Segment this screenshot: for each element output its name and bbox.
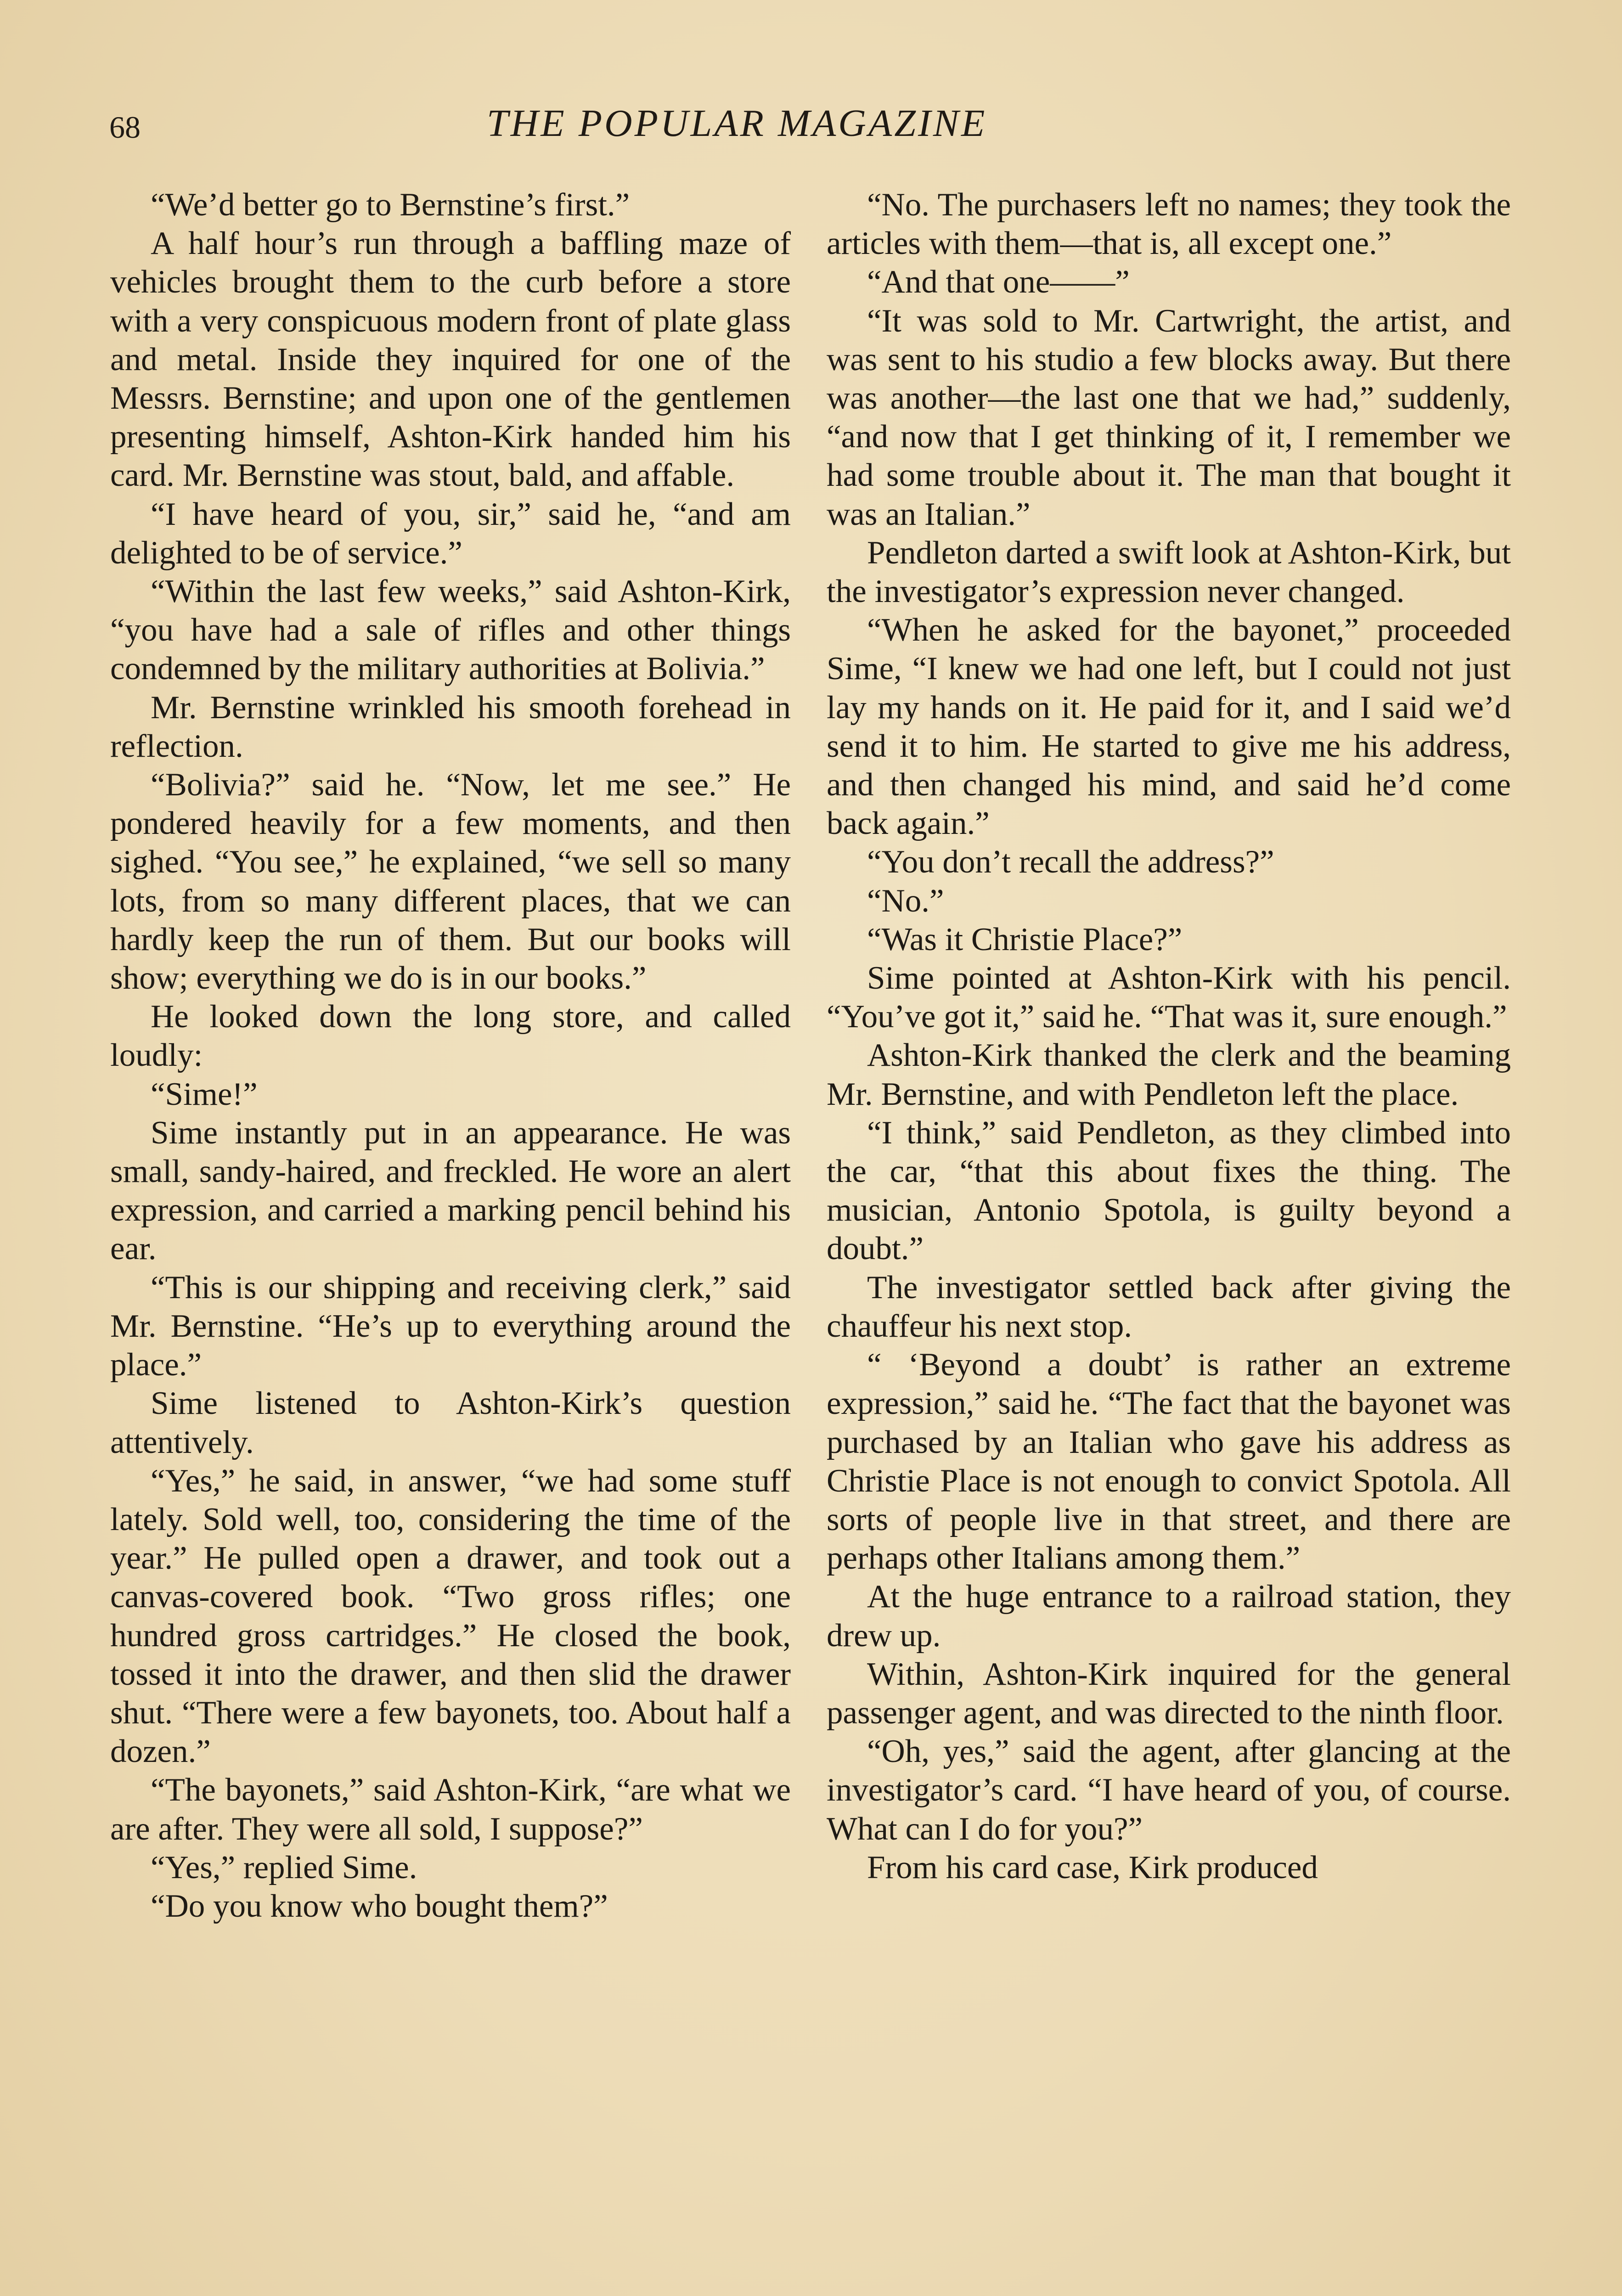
right-column <box>827 186 1511 1887</box>
paragraph: “Yes,” he said, in answer, “we had some stuff lately. Sold well, too, considering the time of the year.” He pulled open a drawer, and took out a canvas-covered book. “Two gross rifles; one hundred gross cartridges.” He closed the book, tossed it into the drawer, and then slid the drawer shut. “There were a few bayonets, too. About half a dozen.” <box>110 1463 791 1770</box>
paragraph: “I think,” said Pendleton, as they climbed into the car, “that this about fixes the thing. The musician, Antonio Spotola, is guilty beyond a doubt.” <box>827 1114 1511 1267</box>
left-column <box>110 186 791 1925</box>
paragraph: “We’d better go to Bernstine’s first.” <box>151 187 630 223</box>
paragraph: “It was sold to Mr. Cartwright, the artist, and was sent to his studio a few blocks away. But there was another—the last one that we had,” suddenly, “and now that I get thinking of it, I remember we had some trouble about it. The man that bought it was an Italian.” <box>827 303 1511 532</box>
paragraph: At the huge entrance to a railroad station, they drew up. <box>827 1579 1511 1654</box>
paragraph: Pendleton darted a swift look at Ashton-Kirk, but the investigator’s expression never changed. <box>827 535 1511 610</box>
paragraph: Mr. Bernstine wrinkled his smooth forehead in reflection. <box>110 689 791 764</box>
page-number: 68 <box>109 110 141 145</box>
paragraph: “When he asked for the bayonet,” proceeded Sime, “I knew we had one left, but I could not just lay my hands on it. He paid for it, and I said we’d send it to him. He started to give me his address, and then changed his mind, and said he’d come back again.” <box>827 612 1511 842</box>
paragraph: “You don’t recall the address?” <box>867 844 1274 880</box>
paragraph: From his card case, Kirk produced <box>867 1849 1318 1885</box>
paragraph: “Do you know who bought them?” <box>151 1888 608 1924</box>
paragraph: “This is our shipping and receiving clerk,” said Mr. Bernstine. “He’s up to everything around the place.” <box>110 1269 791 1383</box>
paragraph: “ ‘Beyond a doubt’ is rather an extreme expression,” said he. “The fact that the bayonet was purchased by an Italian who gave his address as Christie Place is not enough to convict Spotola. All sorts of people live in that street, and there are perhaps other Italians among them.” <box>827 1347 1511 1576</box>
paragraph: The investigator settled back after giving the chauffeur his next stop. <box>827 1269 1511 1344</box>
paragraph: “Within the last few weeks,” said Ashton-Kirk, “you have had a sale of rifles and other things condemned by the military authorities at Bolivia.” <box>110 574 791 687</box>
paragraph: Within, Ashton-Kirk inquired for the general passenger agent, and was directed to the ninth floor. <box>827 1656 1511 1731</box>
paragraph: “The bayonets,” said Ashton-Kirk, “are what we are after. They were all sold, I suppose?” <box>110 1772 791 1847</box>
paragraph: Sime listened to Ashton-Kirk’s question attentively. <box>110 1385 791 1460</box>
paragraph: “No. The purchasers left no names; they took the articles with them—that is, all except one.” <box>827 187 1511 262</box>
paragraph: Ashton-Kirk thanked the clerk and the beaming Mr. Bernstine, and with Pendleton left the place. <box>827 1037 1511 1112</box>
paragraph: Sime instantly put in an appearance. He was small, sandy-haired, and freckled. He wore an alert expression, and carried a marking pencil behind his ear. <box>110 1114 791 1267</box>
paragraph: A half hour’s run through a baffling maze of vehicles brought them to the curb before a store with a very conspicuous modern front of plate glass and metal. Inside they inquired for one of the Messrs. Bernstine; and upon one of the gentlemen presenting himself, Ashton-Kirk handed him his card. Mr. Bernstine was stout, bald, and affable. <box>110 225 791 494</box>
paragraph: “Oh, yes,” said the agent, after glancing at the investigator’s card. “I have heard of you, of course. What can I do for you?” <box>827 1733 1511 1847</box>
paragraph: “And that one——” <box>867 264 1130 300</box>
paragraph: “No.” <box>867 883 944 919</box>
running-head: THE POPULAR MAGAZINE <box>487 102 987 145</box>
paragraph: “Yes,” replied Sime. <box>151 1849 417 1885</box>
page-header <box>0 101 1622 156</box>
paragraph: “Was it Christie Place?” <box>867 921 1183 957</box>
paragraph: “Sime!” <box>151 1076 258 1112</box>
paragraph: “I have heard of you, sir,” said he, “and am delighted to be of service.” <box>110 496 791 571</box>
paragraph: Sime pointed at Ashton-Kirk with his pencil. “You’ve got it,” said he. “That was it, sure enough.” <box>827 960 1511 1035</box>
paragraph: “Bolivia?” said he. “Now, let me see.” He pondered heavily for a few moments, and then sighed. “You see,” he explained, “we sell so many lots, from so many different places, that we can hardly keep the run of them. But our books will show; everything we do is in our books.” <box>110 767 791 996</box>
paragraph: He looked down the long store, and called loudly: <box>110 999 791 1074</box>
